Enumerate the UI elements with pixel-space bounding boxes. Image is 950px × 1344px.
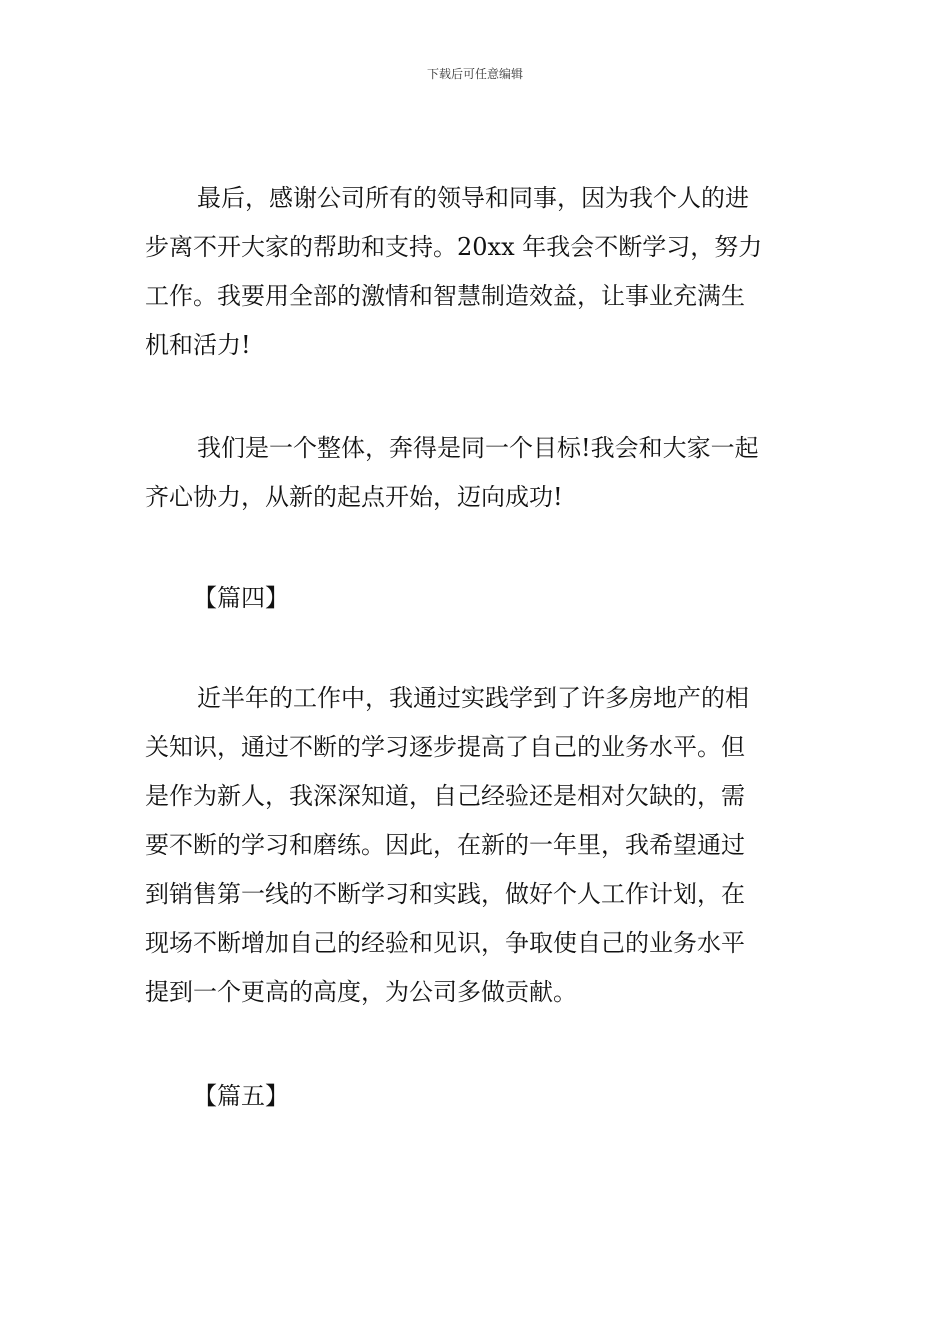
paragraph-line: 关知识，通过不断的学习逐步提高了自己的业务水平。但	[145, 733, 745, 761]
paragraph-line: 到销售第一线的不断学习和实践，做好个人工作计划，在	[145, 880, 745, 908]
paragraph-line: 最后，感谢公司所有的领导和同事，因为我个人的进	[197, 184, 749, 212]
section-heading-four: 【篇四】	[193, 584, 289, 612]
paragraph-line: 齐心协力，从新的起点开始，迈向成功!	[145, 483, 563, 511]
paragraph-line: 机和活力!	[145, 331, 251, 359]
section-heading-five: 【篇五】	[193, 1082, 289, 1110]
paragraph-line: 提到一个更高的高度，为公司多做贡献。	[145, 978, 577, 1006]
paragraph-line: 步离不开大家的帮助和支持。20xx 年我会不断学习，努力	[145, 233, 763, 261]
paragraph-line: 要不断的学习和磨练。因此，在新的一年里，我希望通过	[145, 831, 745, 859]
paragraph-line: 我们是一个整体，奔得是同一个目标!我会和大家一起	[197, 434, 759, 462]
paragraph-work-summary	[145, 674, 807, 1017]
paragraph-line: 工作。我要用全部的激情和智慧制造效益，让事业充满生	[145, 282, 745, 310]
paragraph-team-unity	[145, 424, 807, 522]
paragraph-closing-thanks	[145, 174, 807, 370]
paragraph-line: 近半年的工作中，我通过实践学到了许多房地产的相	[197, 684, 749, 712]
paragraph-line: 是作为新人，我深深知道，自己经验还是相对欠缺的，需	[145, 782, 745, 810]
paragraph-line: 现场不断增加自己的经验和见识，争取使自己的业务水平	[145, 929, 745, 957]
page-header: 下载后可任意编辑	[426, 67, 523, 81]
